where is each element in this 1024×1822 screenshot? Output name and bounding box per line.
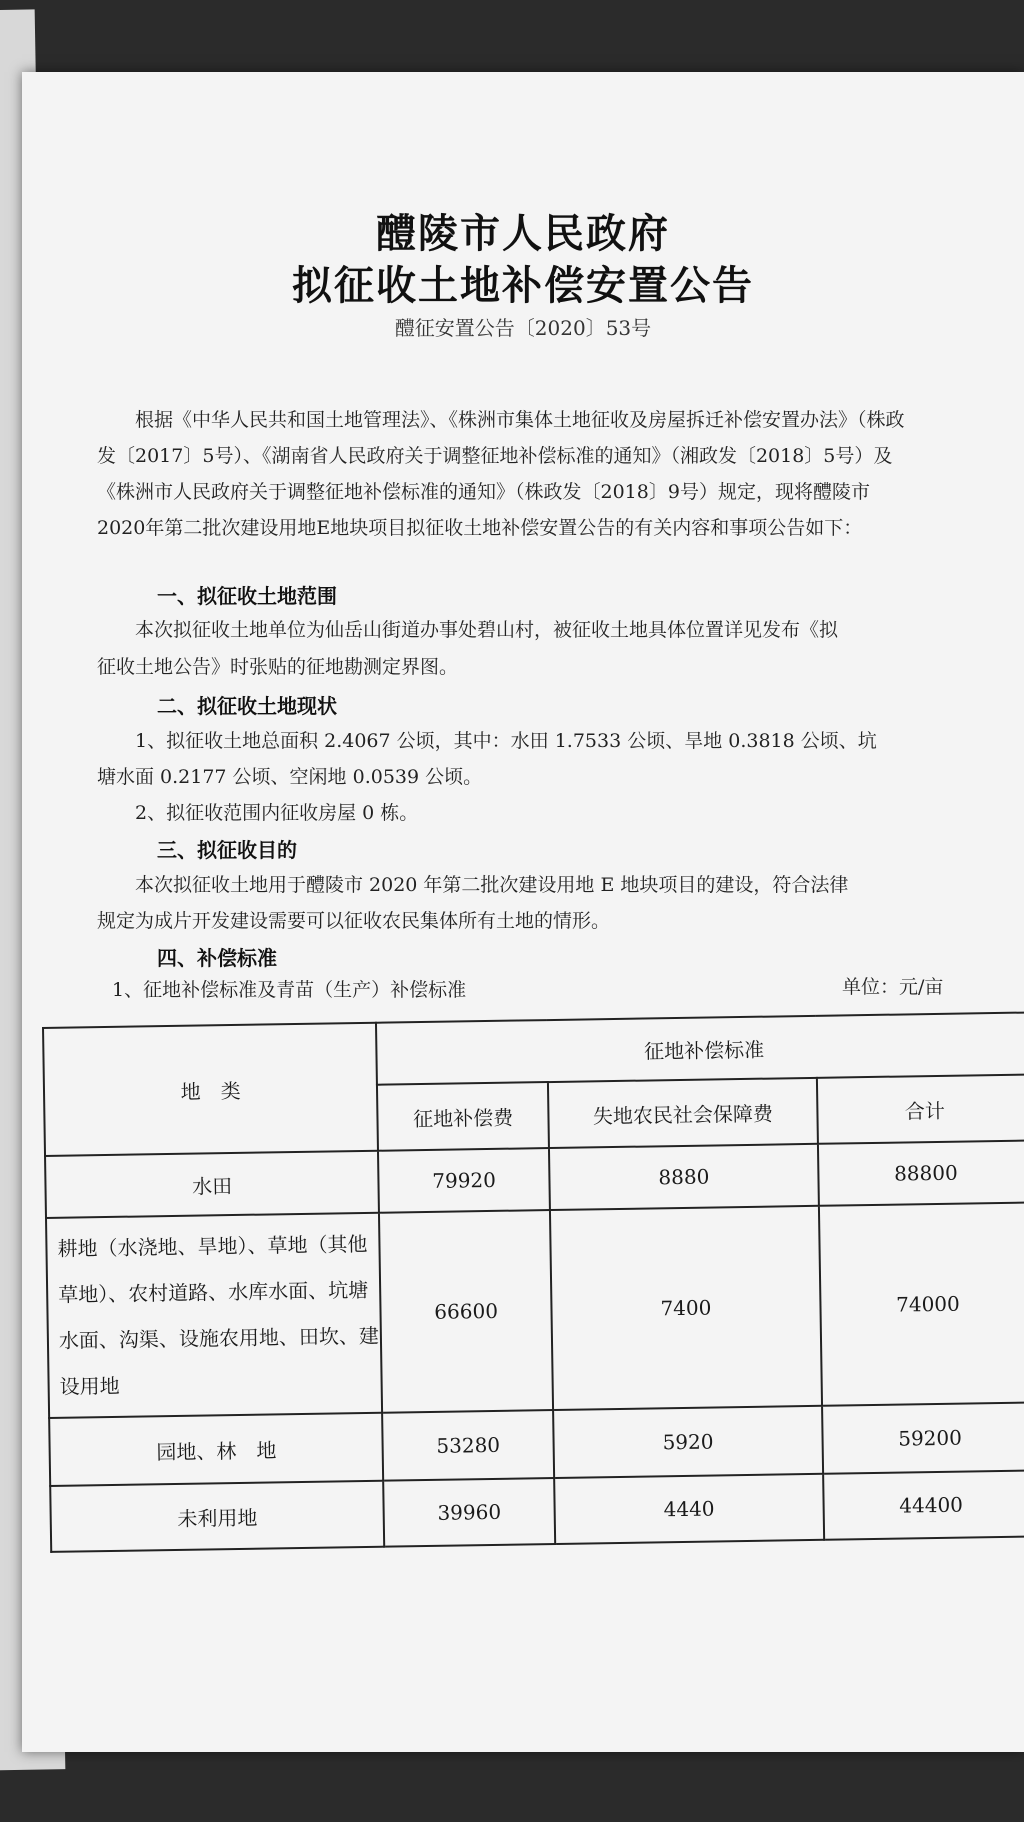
cell-compensation: 79920 — [378, 1148, 550, 1213]
cell-total: 74000 — [819, 1202, 1024, 1405]
cell-social-security: 4440 — [554, 1474, 824, 1544]
section-1-line-2: 征收土地公告》时张贴的征地勘测定界图。 — [97, 656, 459, 678]
document-title-line2: 拟征收土地补偿安置公告 — [292, 262, 754, 309]
header-total: 合计 — [817, 1074, 1024, 1143]
cell-social-security: 8880 — [549, 1144, 819, 1210]
section-4-heading: 四、补偿标准 — [157, 946, 277, 970]
cell-land: 园地、林 地 — [49, 1413, 383, 1486]
header-social-security-fee: 失地农民社会保障费 — [548, 1078, 818, 1148]
document-title-line1: 醴陵市人民政府 — [376, 210, 670, 257]
cell-land: 耕地（水浇地、旱地）、草地（其他草地）、农村道路、水库水面、坑塘水面、沟渠、设施农用地、田坎、建设用地 — [46, 1213, 382, 1418]
compensation-table — [42, 1011, 1024, 1552]
header-compensation-standard: 征地补偿标准 — [376, 1012, 1024, 1084]
cell-land: 未利用地 — [50, 1481, 384, 1552]
table-row — [46, 1202, 1024, 1417]
intro-paragraph: 根据《中华人民共和国土地管理法》、《株洲市集体土地征收及房屋拆迁补偿安置办法》（株政发〔2017〕5号）、《湖南省人民政府关于调整征地补偿标准的通知》（湘政发〔2018〕5号）及《株洲市人民政府关于调整征地补偿标准的通知》（株政发〔2018〕9号）规定，现将醴陵市2020年第二批次建设用地E地块项目拟征收土地补偿安置公告的有关内容和事项公告如下： — [97, 409, 905, 539]
section-2-line-3: 2、拟征收范围内征收房屋 0 栋。 — [135, 802, 419, 824]
cell-compensation: 39960 — [383, 1478, 555, 1547]
section-3-line-2: 规定为成片开发建设需要可以征收农民集体所有土地的情形。 — [97, 910, 611, 932]
cell-compensation: 53280 — [382, 1410, 554, 1481]
cell-land: 水田 — [45, 1151, 379, 1218]
section-3-line-1: 本次拟征收土地用于醴陵市 2020 年第二批次建设用地 E 地块项目的建设，符合法律 — [135, 874, 849, 896]
unit-label: 单位：元/亩 — [842, 976, 944, 998]
section-1-heading: 一、拟征收土地范围 — [157, 584, 337, 608]
header-compensation-fee: 征地补偿费 — [377, 1082, 549, 1151]
section-1-line-1: 本次拟征收土地单位为仙岳山街道办事处碧山村，被征收土地具体位置详见发布《拟 — [135, 619, 839, 641]
section-2-line-1: 1、拟征收土地总面积 2.4067 公顷，其中：水田 1.7533 公顷、旱地 0.3818 公顷、坑 — [135, 730, 877, 752]
cell-total: 44400 — [823, 1470, 1024, 1539]
table-row — [50, 1470, 1024, 1552]
document-number: 醴征安置公告〔2020〕53号 — [394, 316, 652, 340]
cell-compensation: 66600 — [379, 1210, 553, 1413]
cell-social-security: 5920 — [553, 1406, 823, 1478]
cell-total: 59200 — [822, 1402, 1024, 1473]
cell-total: 88800 — [818, 1140, 1024, 1205]
document-page — [22, 72, 1024, 1752]
header-land-type: 地 类 — [43, 1023, 378, 1156]
section-2-heading: 二、拟征收土地现状 — [157, 694, 337, 718]
section-4-subheading: 1、征地补偿标准及青苗（生产）补偿标准 — [112, 979, 467, 1001]
cell-social-security: 7400 — [550, 1206, 822, 1410]
section-2-line-2: 塘水面 0.2177 公顷、空闲地 0.0539 公顷。 — [97, 766, 483, 788]
section-3-heading: 三、拟征收目的 — [157, 838, 297, 862]
